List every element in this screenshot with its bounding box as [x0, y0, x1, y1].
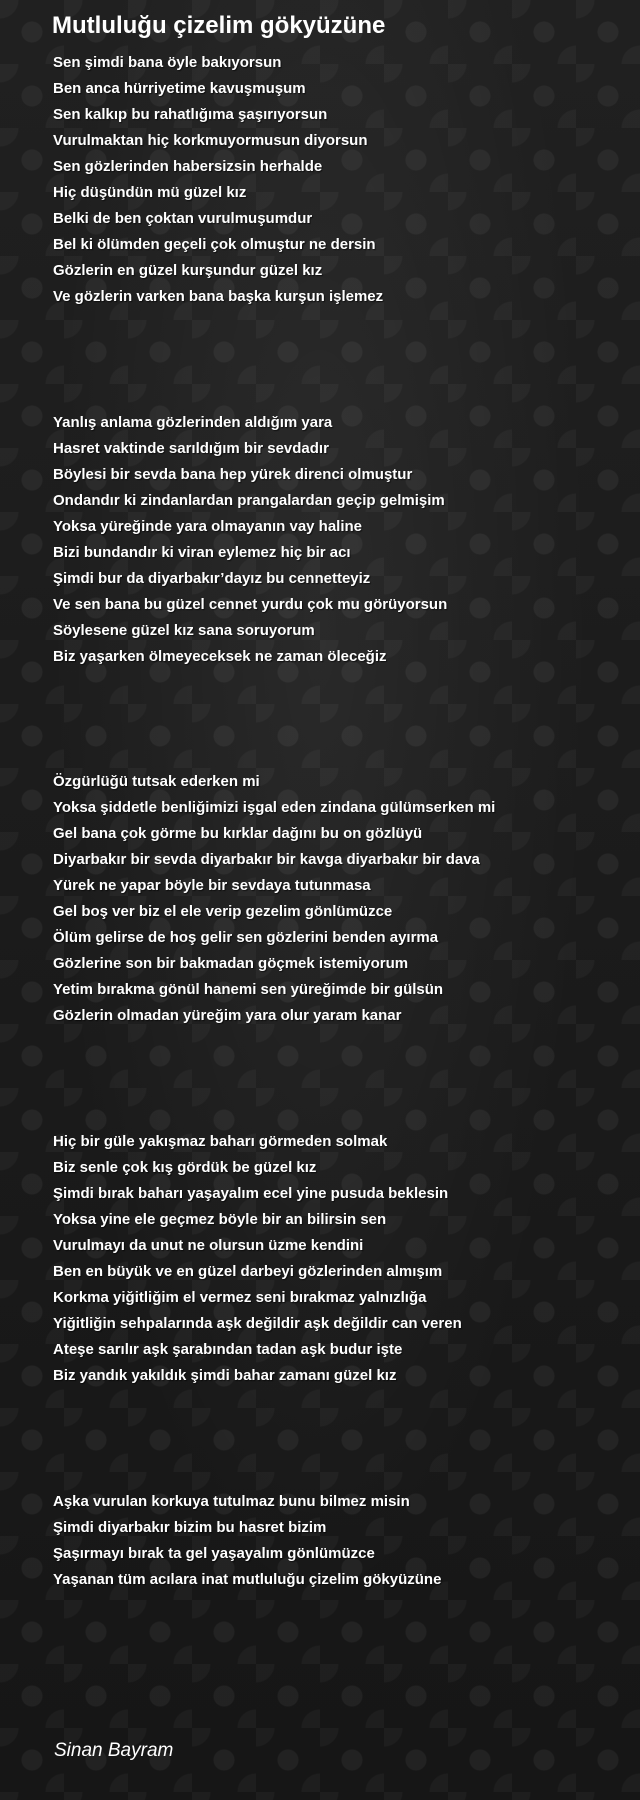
poem-line: Hasret vaktinde sarıldığım bir sevdadır [53, 440, 329, 457]
poem-line: Özgürlüğü tutsak ederken mi [53, 773, 260, 790]
poem-line: Böylesi bir sevda bana hep yürek direnci olmuştur [53, 466, 413, 483]
poem-line: Yoksa şiddetle benliğimizi işgal eden zindana gülümserken mi [53, 799, 496, 816]
poem-line: Vurulmayı da unut ne olursun üzme kendini [53, 1237, 364, 1254]
poem-line: Biz senle çok kış gördük be güzel kız [53, 1159, 317, 1176]
poem-author: Sinan Bayram [54, 1740, 174, 1761]
poem-line: Sen gözlerinden habersizsin herhalde [53, 158, 323, 175]
stanza-4 [53, 1129, 462, 1389]
poem-line: Yoksa yüreğinde yara olmayanın vay haline [53, 518, 363, 535]
poem-line: Ondandır ki zindanlardan prangalardan geçip gelmişim [53, 492, 445, 509]
poem-line: Biz yaşarken ölmeyeceksek ne zaman öleceğiz [53, 648, 387, 665]
poem-line: Hiç bir güle yakışmaz baharı görmeden solmak [53, 1133, 388, 1150]
poem-line: Hiç düşündün mü güzel kız [53, 184, 247, 201]
poem-line: Sen kalkıp bu rahatlığıma şaşırıyorsun [53, 106, 328, 123]
poem-line: Belki de ben çoktan vurulmuşumdur [53, 210, 313, 227]
poem-line: Yoksa yine ele geçmez böyle bir an bilirsin sen [53, 1211, 387, 1228]
poem-line: Biz yandık yakıldık şimdi bahar zamanı güzel kız [53, 1367, 397, 1384]
poem-line: Ateşe sarılır aşk şarabından tadan aşk budur işte [53, 1341, 403, 1358]
poem-line: Bel ki ölümden geçeli çok olmuştur ne dersin [53, 236, 376, 253]
stanza-2 [53, 410, 447, 670]
poem-line: Gözlerine son bir bakmadan göçmek istemiyorum [53, 955, 409, 972]
poem-line: Sen şimdi bana öyle bakıyorsun [53, 54, 282, 71]
poem-line: Gözlerin en güzel kurşundur güzel kız [53, 262, 323, 279]
poem-line: Yetim bırakma gönül hanemi sen yüreğimde bir gülsün [53, 981, 444, 998]
poem-line: Ben anca hürriyetime kavuşmuşum [53, 80, 306, 97]
stanza-1 [53, 50, 383, 310]
poem-line: Gel boş ver biz el ele verip gezelim gönlümüzce [53, 903, 393, 920]
poem-line: Korkma yiğitliğim el vermez seni bırakmaz yalnızlığa [53, 1289, 427, 1306]
poem-line: Gel bana çok görme bu kırklar dağını bu on gözlüyü [53, 825, 423, 842]
poem-line: Yaşanan tüm acılara inat mutluluğu çizelim gökyüzüne [53, 1571, 442, 1588]
stanza-5 [53, 1489, 441, 1593]
poem-line: Bizi bundandır ki viran eylemez hiç bir acı [53, 544, 351, 561]
poem-line: Diyarbakır bir sevda diyarbakır bir kavga diyarbakır bir dava [53, 851, 480, 868]
stanza-3 [53, 769, 495, 1029]
poem-line: Şimdi bur da diyarbakır’dayız bu cennetteyiz [53, 570, 371, 587]
poem-line: Yanlış anlama gözlerinden aldığım yara [53, 414, 333, 431]
poem-line: Şaşırmayı bırak ta gel yaşayalım gönlümüzce [53, 1545, 375, 1562]
poem-line: Yürek ne yapar böyle bir sevdaya tutunmasa [53, 877, 371, 894]
poem-line: Vurulmaktan hiç korkmuyormusun diyorsun [53, 132, 368, 149]
poem-line: Ve sen bana bu güzel cennet yurdu çok mu görüyorsun [53, 596, 448, 613]
poem-line: Şimdi bırak baharı yaşayalım ecel yine pusuda beklesin [53, 1185, 449, 1202]
poem-title: Mutluluğu çizelim gökyüzüne [52, 12, 386, 39]
poem-line: Ben en büyük ve en güzel darbeyi gözlerinden almışım [53, 1263, 443, 1280]
poem-line: Söylesene güzel kız sana soruyorum [53, 622, 315, 639]
poem-line: Aşka vurulan korkuya tutulmaz bunu bilmez misin [53, 1493, 410, 1510]
poem-line: Yiğitliğin sehpalarında aşk değildir aşk değildir can veren [53, 1315, 462, 1332]
poem-line: Şimdi diyarbakır bizim bu hasret bizim [53, 1519, 327, 1536]
poem-line: Ölüm gelirse de hoş gelir sen gözlerini benden ayırma [53, 929, 439, 946]
poem-line: Gözlerin olmadan yüreğim yara olur yaram kanar [53, 1007, 402, 1024]
poem-line: Ve gözlerin varken bana başka kurşun işlemez [53, 288, 384, 305]
